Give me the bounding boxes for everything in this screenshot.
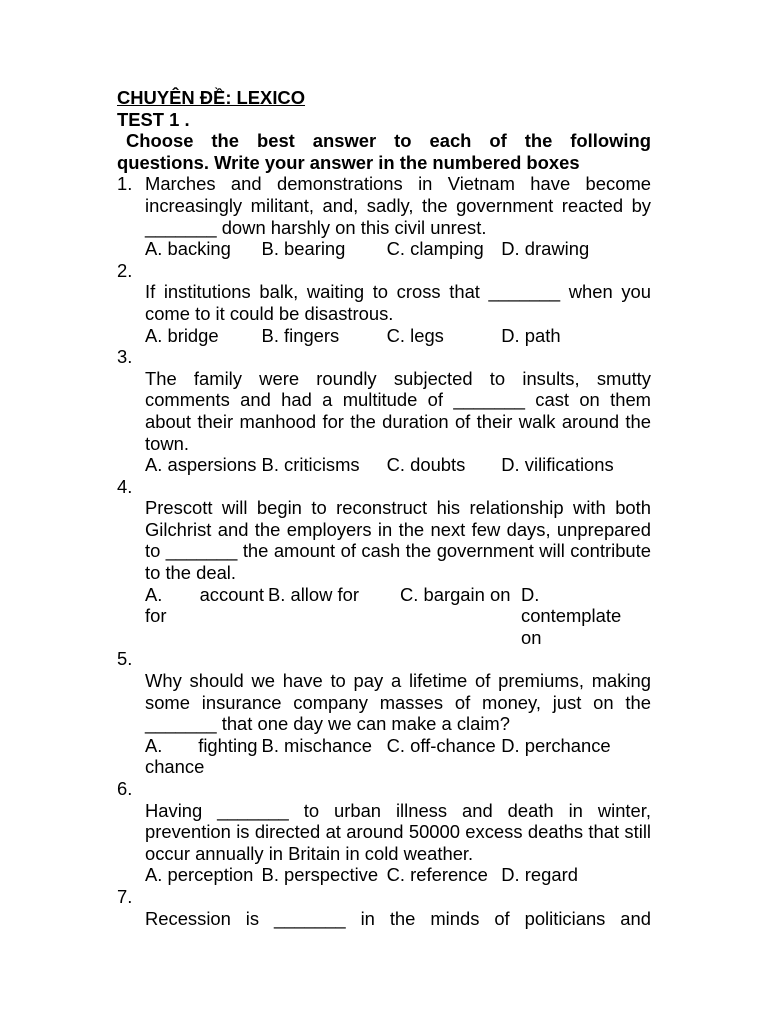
options-row [145, 325, 651, 347]
option-a: A. backing [145, 238, 231, 260]
question-text: If institutions balk, waiting to cross that _______ when you come to it could be disastrous. [145, 281, 651, 324]
option-d: D. contemplate on [521, 583, 622, 648]
test-heading: TEST 1 . [117, 108, 190, 130]
options-row [145, 584, 651, 649]
document-content [117, 87, 651, 929]
option-a: A. aspersions [145, 454, 257, 476]
question-number: 1. [117, 173, 133, 195]
option-b: B. criticisms [261, 454, 360, 476]
option-c: C. bargain on [400, 583, 511, 605]
option-d: D. regard [501, 864, 578, 886]
question-6 [117, 778, 651, 886]
question-number: 5. [117, 648, 133, 670]
option-d: D. drawing [501, 238, 590, 260]
question-number: 6. [117, 778, 133, 799]
options-row [145, 238, 651, 260]
question-text: Prescott will begin to reconstruct his relationship with both Gilchrist and the employers in the next few days, unprepared to _______ the amount of cash the government will contribute to the deal. [145, 497, 651, 584]
option-b: B. allow for [268, 583, 359, 605]
question-number: 3. [117, 346, 133, 368]
question-5 [117, 648, 651, 778]
question-3 [117, 346, 651, 476]
option-a: A. fighting chance [145, 734, 258, 778]
question-text: Why should we have to pay a lifetime of premiums, making some insurance company masses of money, just on the _______ that one day we can make a claim? [145, 670, 651, 735]
instruction-line-1: Choose the best answer to each of the following [126, 130, 651, 152]
option-d: D. path [501, 324, 561, 346]
question-2 [117, 260, 651, 346]
option-d: D. perchance [501, 734, 611, 756]
document-title: CHUYÊN ĐỀ: LEXICO [117, 87, 306, 108]
question-text: Marches and demonstrations in Vietnam have become increasingly militant, and, sadly, the government reacted by _______ down harshly on this civil unrest. [145, 173, 651, 238]
question-7 [117, 886, 651, 929]
options-row [145, 864, 651, 886]
instruction-line-2: questions. Write your answer in the numbered boxes [117, 151, 580, 173]
question-4 [117, 476, 651, 649]
question-number: 4. [117, 475, 133, 497]
question-text: Having _______ to urban illness and death in winter, prevention is directed at around 50000 excess deaths that still occur annually in Britain in cold weather. [145, 799, 651, 864]
options-row [145, 735, 651, 778]
question-number: 7. [117, 885, 133, 907]
question-1 [117, 173, 651, 259]
option-a: A. bridge [145, 324, 219, 346]
question-number: 2. [117, 259, 133, 281]
question-text: The family were roundly subjected to insults, smutty comments and had a multitude of _______ cast on them about their manhood for the duration of their walk around the town. [145, 367, 651, 454]
option-c: C. clamping [386, 238, 484, 260]
option-a: A. perception [145, 864, 254, 886]
option-a: A. account for [145, 583, 264, 627]
option-c: C. doubts [386, 454, 466, 476]
option-c: C. off-chance [386, 734, 496, 756]
option-b: B. perspective [261, 864, 379, 886]
option-b: B. fingers [261, 324, 340, 346]
option-d: D. vilifications [501, 454, 614, 476]
option-c: C. reference [386, 864, 488, 886]
option-b: B. mischance [261, 734, 372, 756]
question-text: Recession is _______ in the minds of politicians and [145, 907, 651, 929]
option-c: C. legs [386, 324, 444, 346]
option-b: B. bearing [261, 238, 346, 260]
options-row [145, 454, 651, 476]
